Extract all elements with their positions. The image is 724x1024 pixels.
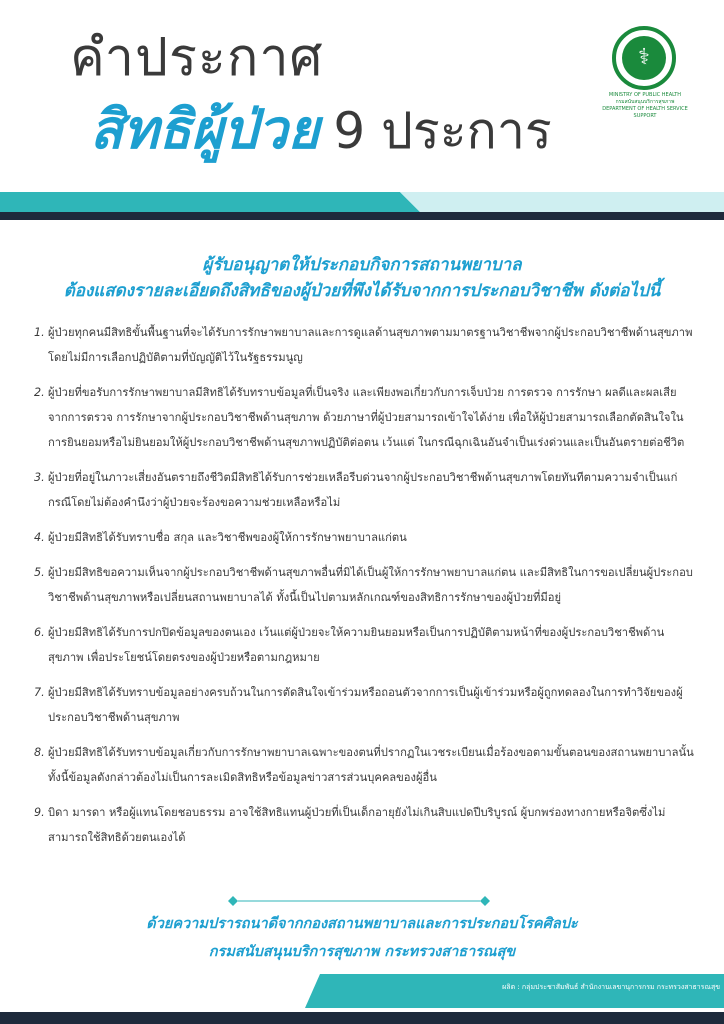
list-item [34, 320, 694, 370]
header-band [0, 192, 724, 228]
item-number: 8. [34, 746, 45, 759]
ministry-logo [612, 26, 676, 90]
item-text: ผู้ป่วยมีสิทธิขอความเห็นจากผู้ประกอบวิชาชีพด้านสุขภาพอื่นที่มิได้เป็นผู้ให้การรักษาพยาบาลแก่ตน และมีสิทธิในการขอเปลี่ยนผู้ประกอบวิชาชีพด้านสุขภาพหรือเปลี่ยนสถานพยาบาลได้ ทั้งนี้เป็นไปตามหลักเกณฑ์ของสิทธิการรักษาของผู้ป่วยที่มีอยู่ [48, 566, 693, 604]
item-number: 9. [34, 806, 45, 819]
title-rest: 9 ประการ [333, 102, 552, 160]
item-text: ผู้ป่วยมีสิทธิได้รับทราบข้อมูลอย่างครบถ้วนในการตัดสินใจเข้าร่วมหรือถอนตัวจากการเป็นผู้เข้าร่วมหรือผู้ถูกทดลองในการทำวิจัยของผู้ประกอบวิชาชีพด้านสุขภาพ [48, 686, 683, 724]
logo-caption-top: MINISTRY OF PUBLIC HEALTH [608, 92, 682, 98]
list-item [34, 620, 694, 670]
title-highlight: สิทธิผู้ป่วย [90, 98, 320, 161]
closing-line1: ด้วยความปรารถนาดีจากกองสถานพยาบาลและการประกอบโรคศิลปะ [146, 916, 578, 932]
item-text: ผู้ป่วยที่อยู่ในภาวะเสี่ยงอันตรายถึงชีวิตมีสิทธิได้รับการช่วยเหลือรีบด่วนจากผู้ประกอบวิชาชีพด้านสุขภาพโดยทันทีตามความจำเป็นแก่กรณีโดยไม่ต้องคำนึงว่าผู้ป่วยจะร้องขอความช่วยเหลือหรือไม่ [48, 471, 678, 509]
caduceus-icon: ⚕ [622, 36, 666, 80]
item-text: ผู้ป่วยมีสิทธิได้รับทราบข้อมูลเกี่ยวกับการรักษาพยาบาลเฉพาะของตนที่ปรากฏในเวชระเบียนเมื่อร้องขอตามขั้นตอนของสถานพยาบาลนั้น ทั้งนี้ข้อมูลดังกล่าวต้องไม่เป็นการละเมิดสิทธิหรือข้อมูลข่าวสารส่วนบุคคลของผู้อื่น [48, 746, 694, 784]
list-item [34, 465, 694, 515]
closing-message [0, 910, 724, 966]
list-item [34, 560, 694, 610]
subheading-line2: ต้องแสดงรายละเอียดถึงสิทธิของผู้ป่วยที่พึงได้รับจากการประกอบวิชาชีพ ดังต่อไปนี้ [63, 281, 661, 301]
item-number: 2. [34, 386, 45, 399]
title-line1: คำประกาศ [70, 28, 324, 88]
logo-caption [600, 92, 690, 120]
item-text: ผู้ป่วยมีสิทธิได้รับทราบชื่อ สกุล และวิชาชีพของผู้ให้การรักษาพยาบาลแก่ตน [48, 531, 407, 544]
rights-list [34, 320, 694, 860]
item-text: ผู้ป่วยที่ขอรับการรักษาพยาบาลมีสิทธิได้รับทราบข้อมูลที่เป็นจริง และเพียงพอเกี่ยวกับการเจ็บป่วย การตรวจ การรักษา ผลดีและผลเสียจากการตรวจ การรักษาจากผู้ประกอบวิชาชีพด้านสุขภาพ ด้วยภาษาที่ผู้ป่วยสามารถเข้าใจได้ง่าย เพื่อให้ผู้ป่วยสามารถเลือกตัดสินใจในการยินยอมหรือไม่ยินยอมให้ผู้ประกอบวิชาชีพด้านสุขภาพปฏิบัติต่อตน เว้นแต่ ในกรณีฉุกเฉินอันจำเป็นเร่งด่วนและเป็นอันตรายต่อชีวิต [48, 386, 685, 449]
subheading [0, 252, 724, 304]
item-number: 4. [34, 531, 45, 544]
list-item [34, 800, 694, 850]
subheading-line1: ผู้รับอนุญาตให้ประกอบกิจการสถานพยาบาล [202, 255, 522, 275]
title-line2 [90, 100, 552, 159]
footer-credit: ผลิต : กลุ่มประชาสัมพันธ์ สำนักงานเลขานุการกรม กระทรวงสาธารณสุข [502, 983, 720, 991]
closing-line2: กรมสนับสนุนบริการสุขภาพ กระทรวงสาธารณสุข [208, 944, 516, 960]
list-item [34, 380, 694, 455]
item-text: ผู้ป่วยมีสิทธิได้รับการปกปิดข้อมูลของตนเอง เว้นแต่ผู้ป่วยจะให้ความยินยอมหรือเป็นการปฏิบัติตามหน้าที่ของผู้ประกอบวิชาชีพด้านสุขภาพ เพื่อประโยชน์โดยตรงของผู้ป่วยหรือตามกฎหมาย [48, 626, 665, 664]
section-divider [228, 896, 490, 906]
item-number: 7. [34, 686, 45, 699]
list-item [34, 680, 694, 730]
item-number: 6. [34, 626, 45, 639]
item-text: ผู้ป่วยทุกคนมีสิทธิขั้นพื้นฐานที่จะได้รับการรักษาพยาบาลและการดูแลด้านสุขภาพตามมาตรฐานวิชาชีพจากผู้ประกอบวิชาชีพด้านสุขภาพโดยไม่มีการเลือกปฏิบัติตามที่บัญญัติไว้ในรัฐธรรมนูญ [48, 326, 693, 364]
item-number: 3. [34, 471, 45, 484]
item-number: 1. [34, 326, 45, 339]
item-text: บิดา มารดา หรือผู้แทนโดยชอบธรรม อาจใช้สิทธิแทนผู้ป่วยที่เป็นเด็กอายุยังไม่เกินสิบแปดปีบริบูรณ์ ผู้บกพร่องทางกายหรือจิตซึ่งไม่สามารถใช้สิทธิด้วยตนเองได้ [48, 806, 666, 844]
item-number: 5. [34, 566, 45, 579]
list-item [34, 740, 694, 790]
logo-caption-bottom: กรมสนับสนุนบริการสุขภาพ DEPARTMENT OF HEALTH SERVICE SUPPORT [602, 99, 688, 119]
list-item [34, 525, 694, 550]
